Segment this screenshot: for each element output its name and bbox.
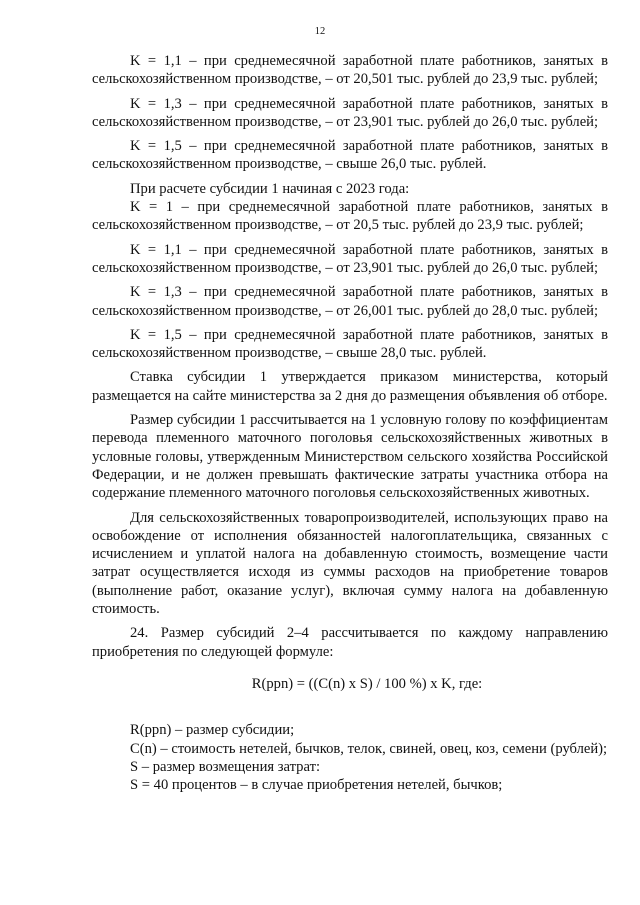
- paragraph: K = 1,1 – при среднемесячной заработной плате работников, занятых в сельскохозяйственном производстве, – от 23,901 тыс. рублей до 26,0 тыс. рублей;: [92, 241, 608, 276]
- paragraph: При расчете субсидии 1 начиная с 2023 года:: [130, 180, 410, 197]
- paragraph: K = 1,1 – при среднемесячной заработной плате работников, занятых в сельскохозяйственном производстве, – от 20,501 тыс. рублей до 23,9 тыс. рублей;: [92, 53, 608, 88]
- paragraph: K = 1,5 – при среднемесячной заработной плате работников, занятых в сельскохозяйственном производстве, – свыше 28,0 тыс. рублей.: [92, 326, 608, 362]
- paragraph: K = 1 – при среднемесячной заработной плате работников, занятых в сельскохозяйственном производстве, – от 20,5 тыс. рублей до 23,9 тыс. рублей;: [92, 199, 608, 234]
- page-number: 12: [314, 26, 326, 37]
- paragraph: K = 1,3 – при среднемесячной заработной плате работников, занятых в сельскохозяйственном производстве, – от 23,901 тыс. рублей до 26,0 тыс. рублей;: [92, 95, 608, 130]
- definition-item: S – размер возмещения затрат:: [130, 758, 321, 775]
- paragraph: 24. Размер субсидий 2–4 рассчитывается по каждому направлению приобретения по следующей формуле:: [92, 625, 608, 660]
- paragraph: K = 1,3 – при среднемесячной заработной плате работников, занятых в сельскохозяйственном производстве, – от 26,001 тыс. рублей до 28,0 тыс. рублей;: [92, 284, 608, 319]
- paragraph: Размер субсидии 1 рассчитывается на 1 условную голову по коэффициентам перевода племенного маточного поголовья сельскохозяйственных животных в условные головы, утвержденным Министерством сельского хозяйства Российской Федерации, и не должен превышать фактические затраты участника отбора на содержание племенного маточного поголовья сельскохозяйственных животных.: [92, 412, 608, 502]
- formula: R(ppn) = ((C(n) x S) / 100 %) x K, где:: [251, 675, 483, 692]
- definition-item: C(n) – стоимость нетелей, бычков, телок, свиней, овец, коз, семени (рублей);: [130, 740, 608, 757]
- definition-item: R(ppn) – размер субсидии;: [130, 722, 295, 739]
- document-body: [92, 52, 608, 794]
- definition-item: S = 40 процентов – в случае приобретения нетелей, бычков;: [130, 777, 503, 794]
- paragraph: Для сельскохозяйственных товаропроизводителей, использующих право на освобождение от исполнения обязанностей налогоплательщика, связанных с исчислением и уплатой налога на добавленную стоимость, возмещение части затрат осуществляется исходя из суммы расходов на приобретение товаров (выполнение работ, оказание услуг), включая сумму налога на добавленную стоимость.: [92, 509, 608, 618]
- paragraph: Ставка субсидии 1 утверждается приказом министерства, который размещается на сайте министерства за 2 дня до размещения объявления об отборе.: [92, 369, 608, 404]
- paragraph: K = 1,5 – при среднемесячной заработной плате работников, занятых в сельскохозяйственном производстве, – свыше 26,0 тыс. рублей.: [92, 138, 608, 173]
